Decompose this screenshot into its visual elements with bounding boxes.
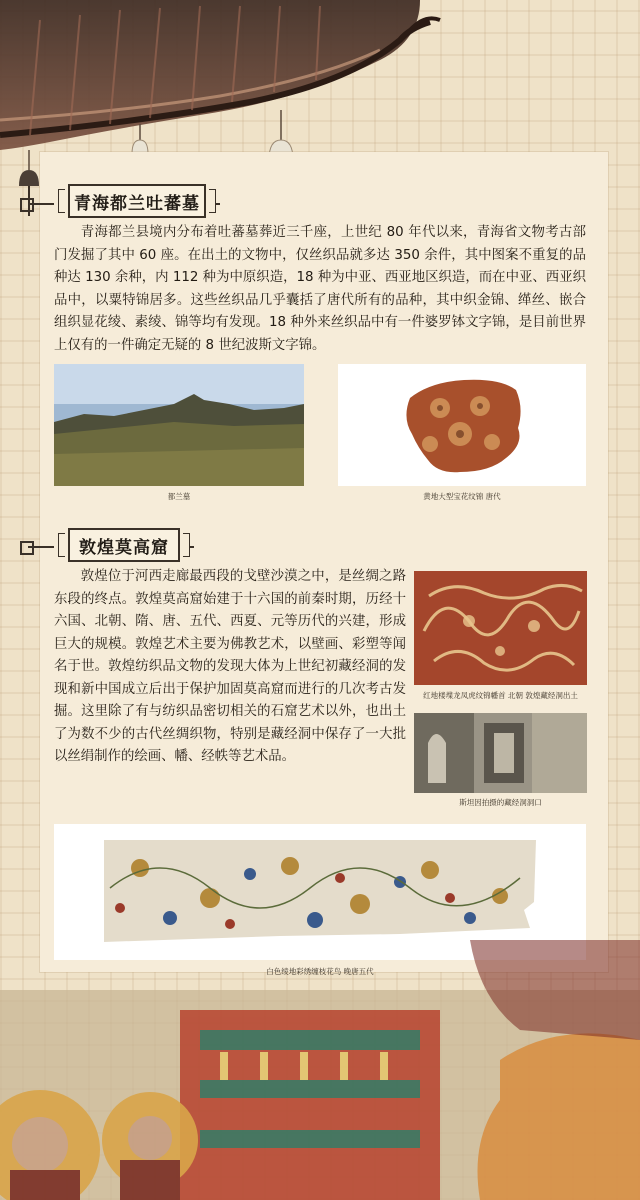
brocade-photo-frame — [338, 364, 586, 486]
dulan-tomb-photo — [54, 364, 304, 486]
title-ornament-left-end — [20, 541, 34, 555]
library-cave-caption: 斯坦因拍摄的藏经洞洞口 — [459, 798, 542, 807]
section-title-dunhuang: 敦煌莫高窟 — [68, 528, 180, 562]
dulan-paragraph: 青海都兰县境内分布着吐蕃墓葬近三千座，上世纪 80 年代以来，青海省文物考古部门发掘了其中 60 座。在出土的文物中，仅丝织品就多达 350 余件，其中图案不重复的品种达 130 余种，内 112 种为中原织造，18 种为中亚、西亚地区织造，而在中亚、西亚织品中，以粟特锦居多。这些丝织品几乎囊括了唐代所有的品种，其中织金锦、缂丝、嵌合组织显花绫、素绫、锦等均有发现。18 种外来丝织品中有一件婆罗钵文字锦，是目前世界上仅有的一件确定无疑的 8 世纪波斯文字锦。 — [54, 225, 586, 353]
title-ornament-left-end — [20, 198, 34, 212]
section-title-dulan: 青海都兰吐蕃墓 — [68, 184, 206, 218]
white-silk-embroidery-image — [100, 838, 540, 946]
brocade-caption: 黄地大型宝花纹锦 唐代 — [423, 492, 501, 501]
dunhuang-paragraph: 敦煌位于河西走廊最西段的戈壁沙漠之中，是丝绸之路东段的终点。敦煌莫高窟始建于十六国的前秦时期，历经十六国、北朝、隋、唐、五代、西夏、元等历代的兴建，形成巨大的规模。敦煌艺术主要为佛教艺术，以壁画、彩塑等闻名于世。敦煌纺织品文物的发现大体为上世纪初藏经洞的发现和新中国成立后出于保护加固莫高窟而进行的几次考古发掘。这里除了有与纺织品密切相关的石窟艺术以外，也出土了为数不少的古代丝绸织物，特别是藏经洞中保存了一大批以丝绢制作的绘画、幡、经帙等艺术品。 — [54, 569, 406, 764]
dulan-tomb-caption: 都兰墓 — [167, 492, 191, 501]
dragon-phoenix-brocade-photo — [414, 571, 587, 685]
dragon-phoenix-caption: 红地楼堞龙凤虎纹锦幡首 北朝 敦煌藏经洞出土 — [423, 691, 578, 700]
dunhuang-mural-illustration — [0, 940, 640, 1200]
embroidery-caption: 白色绫地彩绣缠枝花鸟 晚唐五代 — [266, 967, 374, 976]
library-cave-photo — [414, 713, 587, 793]
title-ornament-right — [216, 203, 220, 205]
title-ornament-right — [190, 546, 194, 548]
yellow-brocade-image — [400, 378, 524, 474]
